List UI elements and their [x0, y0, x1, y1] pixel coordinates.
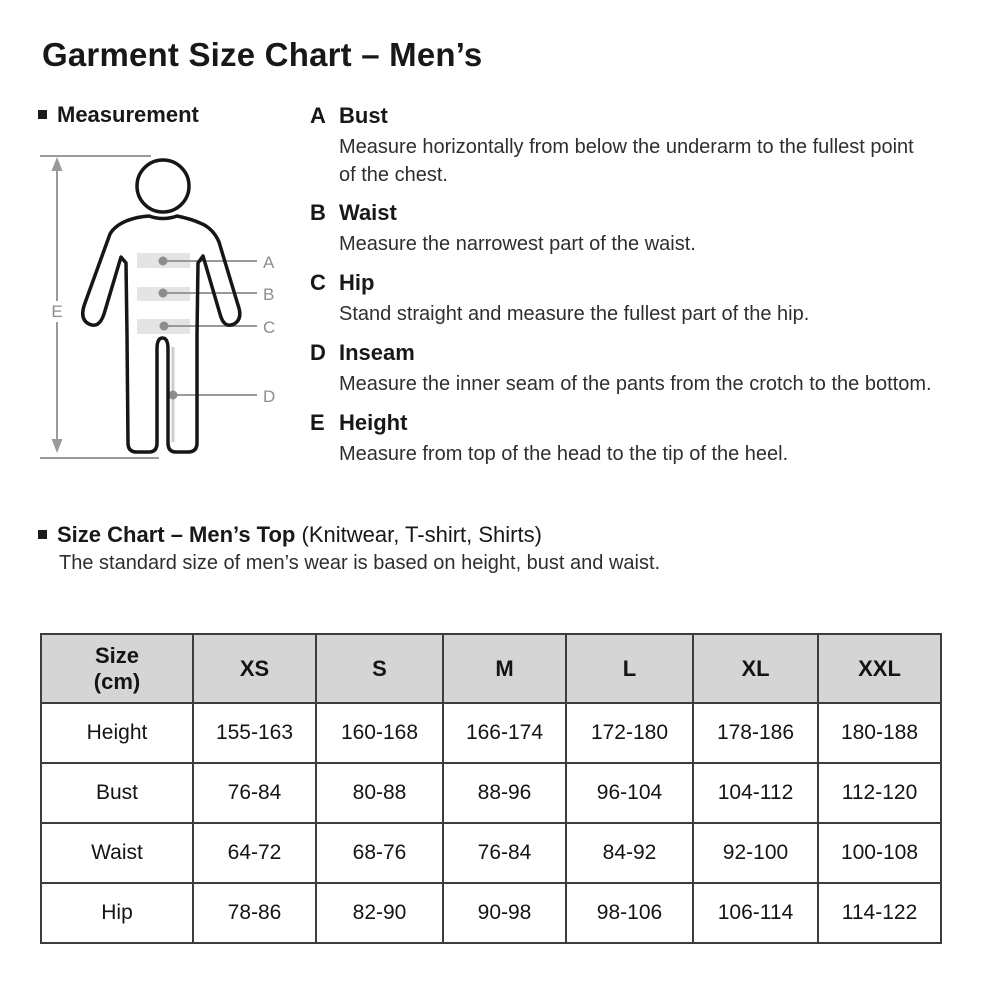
definition-term: Height — [339, 410, 408, 435]
pointer-dot-b — [159, 289, 168, 298]
definition-description: Measure from top of the head to the tip of the heel. — [339, 443, 789, 465]
table-cell: 96-104 — [566, 763, 693, 823]
height-arrowhead-down-icon — [52, 439, 63, 453]
table-row-height — [41, 703, 941, 763]
header-size-xs: XS — [193, 634, 316, 703]
definition-hip — [310, 269, 980, 328]
size-chart-heading-suffix: (Knitwear, T-shirt, Shirts) — [301, 522, 542, 547]
table-cell: 68-76 — [316, 823, 443, 883]
table-row-bust — [41, 763, 941, 823]
table-cell: 92-100 — [693, 823, 818, 883]
table-cell: 114-122 — [818, 883, 941, 943]
size-chart-table — [40, 633, 942, 944]
table-cell: 90-98 — [443, 883, 566, 943]
header-size-line1: Size — [94, 642, 140, 668]
figure-label-c: C — [263, 318, 276, 337]
pointer-dot-a — [159, 257, 168, 266]
table-cell: 84-92 — [566, 823, 693, 883]
pointer-dot-d — [169, 391, 178, 400]
table-cell: 178-186 — [693, 703, 818, 763]
header-size-m: M — [443, 634, 566, 703]
table-cell: 104-112 — [693, 763, 818, 823]
size-chart-subtitle: The standard size of men’s wear is based on height, bust and waist. — [59, 552, 661, 574]
definition-key: D — [310, 340, 326, 365]
table-cell: 98-106 — [566, 883, 693, 943]
measurement-heading — [38, 101, 199, 128]
table-cell: 112-120 — [818, 763, 941, 823]
bullet-square-icon — [38, 110, 47, 119]
page-title: Garment Size Chart – Men’s — [42, 36, 483, 73]
definition-height — [310, 409, 980, 468]
definition-key: E — [310, 410, 325, 435]
table-cell: 80-88 — [316, 763, 443, 823]
row-label: Hip — [41, 883, 193, 943]
figure-label-e: E — [51, 302, 63, 321]
definition-inseam — [310, 339, 980, 398]
table-cell: 166-174 — [443, 703, 566, 763]
definition-description: Measure the inner seam of the pants from the crotch to the bottom. — [339, 373, 932, 395]
row-label: Waist — [41, 823, 193, 883]
table-cell: 160-168 — [316, 703, 443, 763]
definition-key: B — [310, 200, 326, 225]
definition-description: Measure the narrowest part of the waist. — [339, 233, 696, 255]
table-row-waist — [41, 823, 941, 883]
definition-key: C — [310, 270, 326, 295]
definition-term: Waist — [339, 200, 397, 225]
table-header-row — [41, 634, 941, 703]
table-cell: 64-72 — [193, 823, 316, 883]
table-cell: 106-114 — [693, 883, 818, 943]
bullet-square-icon — [38, 530, 47, 539]
table-cell: 82-90 — [316, 883, 443, 943]
figure-label-d: D — [263, 387, 276, 406]
height-arrowhead-up-icon — [52, 157, 63, 171]
table-row-hip — [41, 883, 941, 943]
size-chart-heading-label: Size Chart – Men’s Top — [57, 522, 296, 547]
table-cell: 180-188 — [818, 703, 941, 763]
table-cell: 100-108 — [818, 823, 941, 883]
table-cell: 76-84 — [193, 763, 316, 823]
definition-term: Inseam — [339, 340, 415, 365]
pointer-dot-c — [160, 322, 169, 331]
header-size-cm — [41, 634, 193, 703]
measurement-heading-label: Measurement — [57, 102, 199, 127]
definition-key: A — [310, 103, 326, 128]
definition-bust — [310, 102, 980, 189]
table-cell: 155-163 — [193, 703, 316, 763]
header-size-xl: XL — [693, 634, 818, 703]
table-cell: 76-84 — [443, 823, 566, 883]
header-size-s: S — [316, 634, 443, 703]
measurement-figure — [28, 140, 304, 474]
row-label: Bust — [41, 763, 193, 823]
row-label: Height — [41, 703, 193, 763]
definition-description: Measure horizontally from below the underarm to the fullest point of the chest. — [339, 136, 914, 186]
table-cell: 78-86 — [193, 883, 316, 943]
header-size-line2: (cm) — [93, 668, 141, 694]
header-size-l: L — [566, 634, 693, 703]
figure-label-a: A — [263, 253, 275, 272]
body-diagram-figure — [28, 140, 304, 474]
definition-description: Stand straight and measure the fullest part of the hip. — [339, 303, 810, 325]
figure-label-b: B — [263, 285, 275, 304]
table-cell: 88-96 — [443, 763, 566, 823]
table-cell: 172-180 — [566, 703, 693, 763]
header-size-xxl: XXL — [818, 634, 941, 703]
definition-term: Bust — [339, 103, 388, 128]
size-chart-heading — [38, 521, 542, 548]
definition-term: Hip — [339, 270, 375, 295]
definition-waist — [310, 199, 980, 258]
